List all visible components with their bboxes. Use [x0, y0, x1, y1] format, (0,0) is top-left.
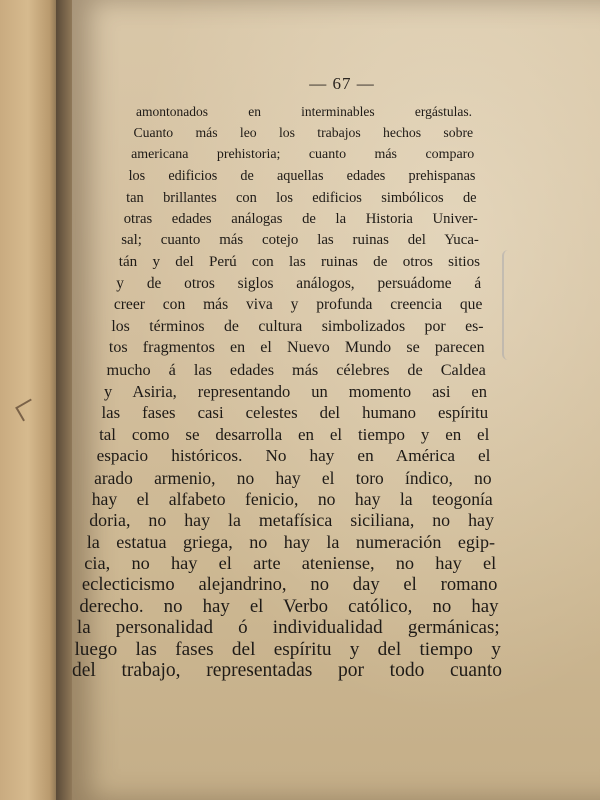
text-line: del trabajo, representadas por todo cuanto — [72, 660, 502, 681]
text-line: derecho. no hay el Verbo católico, no hay — [79, 595, 499, 617]
text-line: arado armenio, no hay el toro índico, no — [94, 467, 492, 488]
text-line: tos fragmentos en el Nuevo Mundo se parecen — [108, 339, 485, 357]
previous-page-edge — [0, 0, 62, 800]
text-line: Cuanto más leo los trabajos hechos sobre — [133, 125, 474, 141]
text-line: y Asiria, representando un momento asi en — [104, 382, 487, 401]
text-line: tal como se desarrolla en el tiempo y en el — [99, 424, 490, 444]
text-line: tan brillantes con los edificios simbólicos de — [126, 189, 477, 206]
text-line: la personalidad ó individualidad germánicas; — [76, 617, 500, 639]
paper-tear-mark — [15, 399, 39, 422]
text-line: los edificios de aquellas edades prehispanas — [128, 168, 476, 185]
book-page — [72, 0, 600, 800]
body-text — [72, 0, 600, 800]
text-line: americana prehistoria; cuanto más comparo — [131, 146, 475, 162]
text-line: sal; cuanto más cotejo las ruinas del Yuca- — [121, 232, 479, 249]
page-number: — 67 — — [309, 74, 375, 93]
text-line: luego las fases del espíritu y del tiempo y — [74, 638, 501, 660]
text-line: doria, no hay la metafísica siciliana, no hay — [89, 510, 494, 531]
text-line: y de otros siglos análogos, persuádome á — [116, 275, 482, 293]
text-line: la estatua griega, no hay la numeración egip- — [86, 531, 496, 552]
text-line: eclecticismo alejandrino, no day el romano — [81, 574, 498, 596]
text-line: mucho á las edades más célebres de Caldea — [106, 360, 486, 379]
text-line: amontonados en interminables ergástulas. — [136, 104, 472, 119]
text-line: espacio históricos. No hay en América el — [96, 446, 491, 466]
text-line: hay el alfabeto fenicio, no hay la teogonía — [91, 488, 493, 509]
text-line: cia, no hay el arte ateniense, no hay el — [84, 553, 497, 574]
text-line: los términos de cultura simbolizados por es- — [111, 317, 484, 335]
text-line: las fases casi celestes del humano espíritu — [101, 403, 489, 423]
text-line: tán y del Perú con las ruinas de otros sitios — [118, 253, 481, 270]
text-line: creer con más viva y profunda creencia que — [113, 296, 483, 314]
text-line: otras edades análogas de la Historia Univer- — [123, 210, 478, 227]
